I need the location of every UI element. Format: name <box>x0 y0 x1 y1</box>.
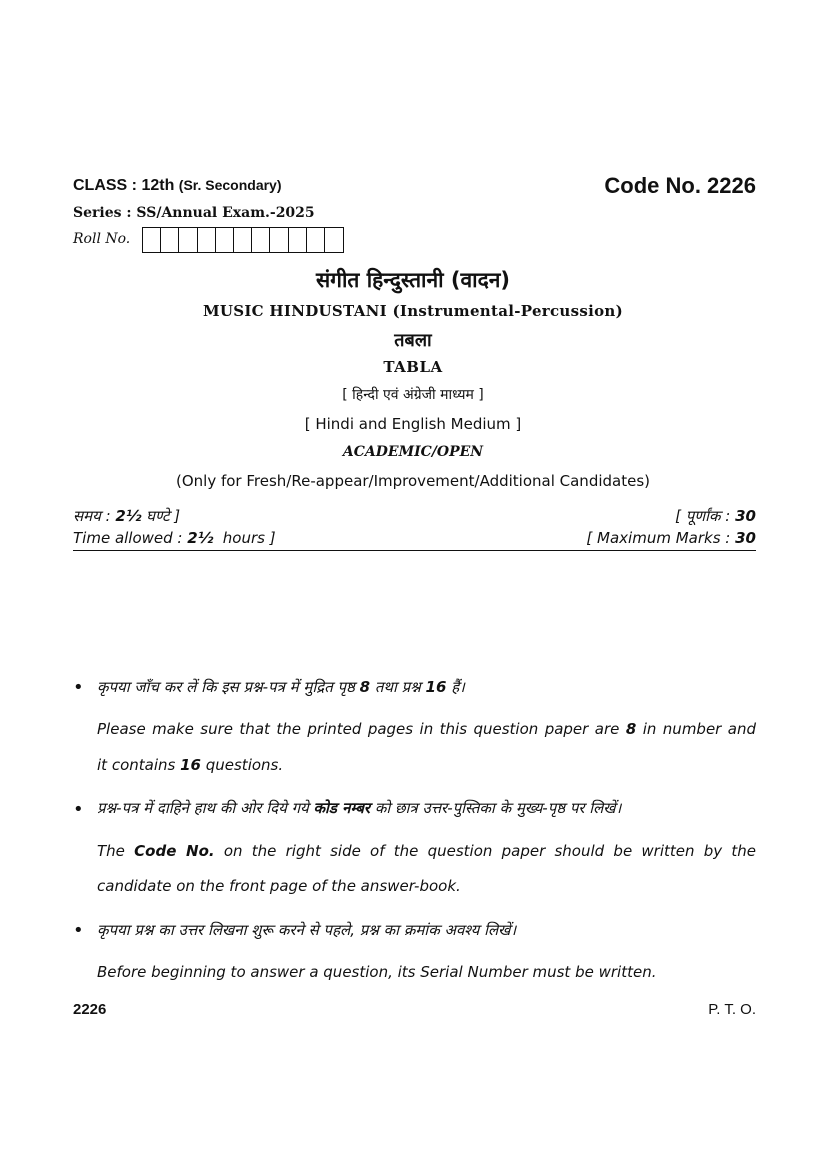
code-number: Code No. 2226 <box>604 173 756 198</box>
divider <box>73 550 756 551</box>
text: को छात्र उत्तर-पुस्तिका के मुख्य-पृष्ठ पर लिखें। <box>370 799 622 817</box>
title-hindi: संगीत हिन्दुस्तानी (वादन) <box>315 268 511 292</box>
instruction-1-hindi <box>97 677 465 697</box>
text: it contains <box>97 756 181 774</box>
instruction-3-hindi: कृपया प्रश्न का उत्तर लिखना शुरू करने से पहले, प्रश्न का क्रमांक अवश्य लिखें। <box>97 921 517 939</box>
marks-hi-value: 30 <box>735 507 756 525</box>
time-hi-label: समय : <box>73 507 116 525</box>
time-allowed-hindi <box>73 506 180 526</box>
class-label <box>73 177 282 195</box>
time-allowed-english <box>73 529 276 547</box>
time-en-value: 2½ <box>187 529 214 547</box>
page-turn-over: P. T. O. <box>708 1001 756 1018</box>
time-hi-unit: घण्टे ] <box>141 507 181 525</box>
marks-hi-label: [ पूर्णांक : <box>675 507 736 525</box>
text: on the right side of the question paper should be written by the <box>214 842 756 860</box>
roll-box <box>179 228 197 252</box>
time-en-unit: hours ] <box>213 529 276 547</box>
roll-box <box>198 228 216 252</box>
title-english: MUSIC HINDUSTANI (Instrumental-Percussion) <box>202 302 624 320</box>
time-en-label: Time allowed : <box>73 529 188 547</box>
text: The <box>97 842 135 860</box>
marks-en-value: 30 <box>735 529 756 547</box>
question-count: 16 <box>425 678 447 696</box>
roll-box <box>143 228 161 252</box>
medium-hindi: [ हिन्दी एवं अंग्रेजी माध्यम ] <box>342 387 484 403</box>
instruction-1-english <box>97 720 756 738</box>
text: कृपया जाँच कर लें कि इस प्रश्न-पत्र में मुद्रित पृष्ठ <box>97 678 360 696</box>
instruction-2-english-cont: candidate on the front page of the answer-book. <box>97 877 461 895</box>
code-number-hindi: कोड नम्बर <box>313 799 371 817</box>
text: तथा प्रश्न <box>370 678 426 696</box>
instruction-2-english <box>97 842 756 860</box>
roll-number-boxes <box>142 227 344 253</box>
page-count: 8 <box>625 720 637 738</box>
max-marks-hindi <box>675 506 756 526</box>
subject-english: TABLA <box>383 358 443 376</box>
time-hi-value: 2½ <box>115 507 142 525</box>
footer-code: 2226 <box>73 1001 107 1018</box>
candidate-types: (Only for Fresh/Re-appear/Improvement/Additional Candidates) <box>176 472 650 490</box>
text: in number and <box>636 720 757 738</box>
instruction-1-english-cont <box>97 756 283 774</box>
bullet-3: • <box>73 920 84 941</box>
page-count: 8 <box>359 678 371 696</box>
roll-box <box>216 228 234 252</box>
roll-box <box>307 228 325 252</box>
instruction-3-english: Before beginning to answer a question, its Serial Number must be written. <box>97 963 657 981</box>
class-subtext: (Sr. Secondary) <box>178 177 282 193</box>
roll-box <box>289 228 307 252</box>
roll-box <box>161 228 179 252</box>
series-label: Series : SS/Annual Exam.-2025 <box>73 205 315 221</box>
roll-box <box>252 228 270 252</box>
text: questions. <box>200 756 284 774</box>
roll-box <box>270 228 288 252</box>
academic-open-label: ACADEMIC/OPEN <box>342 444 484 460</box>
text: हैं। <box>446 678 465 696</box>
instruction-2-hindi <box>97 798 621 818</box>
class-text: CLASS : 12th <box>73 177 175 194</box>
roll-box <box>325 228 343 252</box>
bullet-2: • <box>73 799 84 820</box>
medium-english: [ Hindi and English Medium ] <box>304 415 522 433</box>
marks-en-label: [ Maximum Marks : <box>586 529 736 547</box>
roll-number-label: Roll No. <box>73 231 131 247</box>
bullet-1: • <box>73 677 84 698</box>
code-number-english: Code No. <box>134 842 215 860</box>
roll-box <box>234 228 252 252</box>
question-count: 16 <box>180 756 201 774</box>
max-marks-english <box>586 529 756 547</box>
text: Please make sure that the printed pages in this question paper are <box>97 720 626 738</box>
text: प्रश्न-पत्र में दाहिने हाथ की ओर दिये गये <box>97 799 314 817</box>
subject-hindi: तबला <box>394 330 432 351</box>
